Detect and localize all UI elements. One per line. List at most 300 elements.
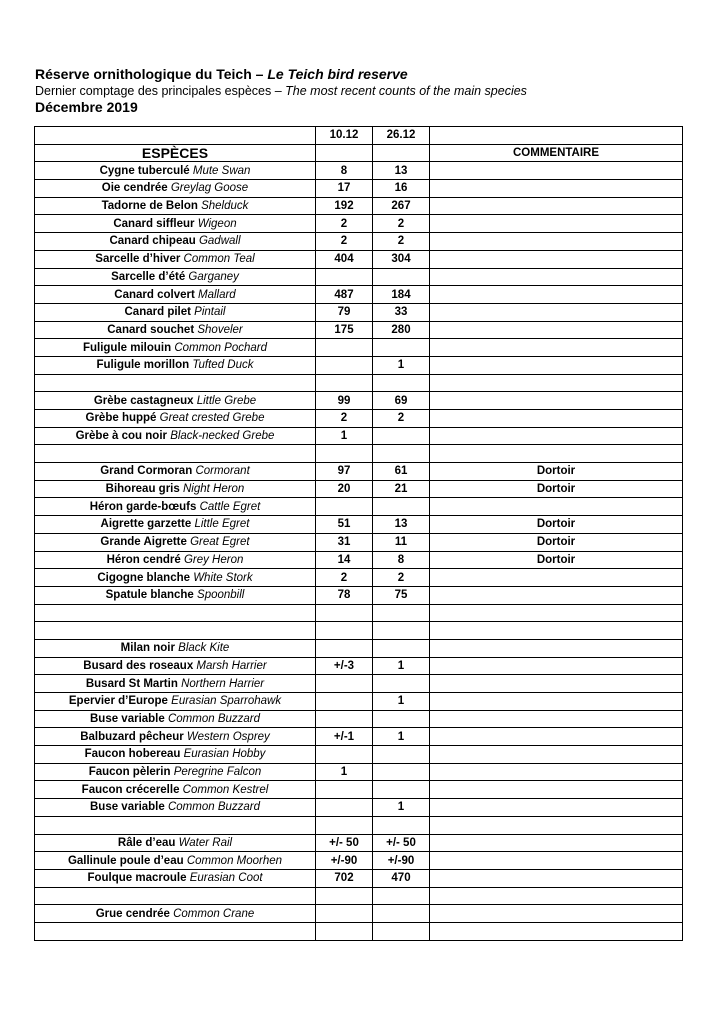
species-english-name: Eurasian Coot bbox=[189, 872, 263, 885]
count-date1-cell bbox=[316, 746, 373, 764]
species-english-name: Great crested Grebe bbox=[159, 412, 265, 425]
species-row bbox=[35, 197, 683, 215]
species-name-cell bbox=[35, 286, 316, 304]
species-french-name: Grèbe à cou noir bbox=[75, 430, 171, 443]
species-english-name: Greylag Goose bbox=[170, 182, 249, 195]
count-date1-cell bbox=[316, 622, 373, 640]
count-date1-cell: 79 bbox=[316, 303, 373, 321]
species-english-name: Shoveler bbox=[197, 323, 243, 336]
species-row bbox=[35, 693, 683, 711]
count-date1-cell bbox=[316, 922, 373, 940]
count-date1-cell: +/-1 bbox=[316, 728, 373, 746]
comment-cell bbox=[430, 586, 683, 604]
species-english-name: Wigeon bbox=[197, 217, 237, 230]
comment-cell bbox=[430, 445, 683, 463]
species-english-name: Gadwall bbox=[198, 235, 241, 248]
species-name-cell bbox=[35, 763, 316, 781]
empty-header-cell bbox=[35, 127, 316, 145]
species-name-cell bbox=[35, 445, 316, 463]
species-french-name: Canard siffleur bbox=[113, 217, 198, 230]
species-row bbox=[35, 268, 683, 286]
count-date1-cell: 2 bbox=[316, 569, 373, 587]
count-date1-cell: 14 bbox=[316, 551, 373, 569]
comment-cell: Dortoir bbox=[430, 516, 683, 534]
count-date1-cell: 2 bbox=[316, 410, 373, 428]
species-french-name: Aigrette garzette bbox=[100, 518, 195, 531]
empty-header-cell bbox=[373, 144, 430, 162]
count-date2-cell: 61 bbox=[373, 463, 430, 481]
species-name-cell bbox=[35, 675, 316, 693]
species-row bbox=[35, 303, 683, 321]
count-date2-cell bbox=[373, 374, 430, 392]
count-date2-cell: 75 bbox=[373, 586, 430, 604]
species-name-cell bbox=[35, 922, 316, 940]
species-row bbox=[35, 374, 683, 392]
comment-cell bbox=[430, 834, 683, 852]
species-name-cell bbox=[35, 728, 316, 746]
species-row bbox=[35, 516, 683, 534]
species-french-name: Bihoreau gris bbox=[105, 483, 183, 496]
species-row bbox=[35, 905, 683, 923]
species-row bbox=[35, 586, 683, 604]
comment-cell bbox=[430, 604, 683, 622]
species-french-name: Râle d’eau bbox=[117, 836, 179, 849]
count-period: Décembre 2019 bbox=[35, 99, 138, 115]
comment-cell bbox=[430, 321, 683, 339]
comment-cell bbox=[430, 303, 683, 321]
comment-cell bbox=[430, 693, 683, 711]
species-english-name: White Stork bbox=[193, 571, 253, 584]
species-french-name: Grand Cormoran bbox=[100, 465, 196, 478]
species-french-name: Sarcelle d’été bbox=[111, 270, 189, 283]
count-date2-cell: 1 bbox=[373, 799, 430, 817]
count-date2-cell: +/-90 bbox=[373, 852, 430, 870]
species-english-name: Common Crane bbox=[173, 907, 255, 920]
count-date2-cell bbox=[373, 887, 430, 905]
count-date1-cell: 404 bbox=[316, 250, 373, 268]
count-date2-cell: 16 bbox=[373, 180, 430, 198]
date2-header: 26.12 bbox=[373, 127, 430, 145]
species-row bbox=[35, 675, 683, 693]
comment-cell bbox=[430, 869, 683, 887]
count-date2-cell: 21 bbox=[373, 480, 430, 498]
species-name-cell bbox=[35, 551, 316, 569]
species-english-name: Mallard bbox=[198, 288, 236, 301]
count-date1-cell bbox=[316, 887, 373, 905]
count-date2-cell bbox=[373, 781, 430, 799]
species-english-name: Mute Swan bbox=[192, 164, 251, 177]
comment-cell bbox=[430, 374, 683, 392]
species-french-name: Canard pilet bbox=[124, 306, 195, 319]
count-date2-cell: 8 bbox=[373, 551, 430, 569]
species-name-cell bbox=[35, 303, 316, 321]
comment-cell bbox=[430, 569, 683, 587]
species-name-cell bbox=[35, 197, 316, 215]
species-name-cell bbox=[35, 463, 316, 481]
species-name-cell bbox=[35, 498, 316, 516]
comment-cell bbox=[430, 657, 683, 675]
empty-header-cell bbox=[316, 144, 373, 162]
comment-cell bbox=[430, 622, 683, 640]
species-name-cell bbox=[35, 781, 316, 799]
species-french-name: Héron garde-bœufs bbox=[89, 500, 200, 513]
count-date2-cell: +/- 50 bbox=[373, 834, 430, 852]
species-french-name: Busard St Martin bbox=[85, 677, 182, 690]
species-english-name: Northern Harrier bbox=[181, 677, 265, 690]
count-date1-cell: +/-90 bbox=[316, 852, 373, 870]
count-date2-cell bbox=[373, 710, 430, 728]
species-english-name: Marsh Harrier bbox=[196, 659, 267, 672]
count-date2-cell bbox=[373, 763, 430, 781]
species-name-cell bbox=[35, 816, 316, 834]
count-date1-cell: 192 bbox=[316, 197, 373, 215]
species-row bbox=[35, 657, 683, 675]
species-french-name: Spatule blanche bbox=[105, 589, 198, 602]
species-french-name: Buse variable bbox=[89, 801, 168, 814]
species-name-cell bbox=[35, 799, 316, 817]
species-name-cell bbox=[35, 374, 316, 392]
species-english-name: Common Buzzard bbox=[167, 713, 261, 726]
comment-cell bbox=[430, 816, 683, 834]
count-date2-cell bbox=[373, 639, 430, 657]
count-date2-cell: 13 bbox=[373, 516, 430, 534]
count-date1-cell: +/- 50 bbox=[316, 834, 373, 852]
species-french-name: Faucon crécerelle bbox=[81, 783, 183, 796]
species-french-name: Milan noir bbox=[120, 642, 179, 655]
species-french-name: Fuligule morillon bbox=[96, 359, 193, 372]
species-english-name: Common Moorhen bbox=[186, 854, 283, 867]
count-date2-cell bbox=[373, 339, 430, 357]
comment-cell bbox=[430, 162, 683, 180]
species-name-cell bbox=[35, 746, 316, 764]
count-date1-cell: 78 bbox=[316, 586, 373, 604]
species-french-name: Cigogne blanche bbox=[97, 571, 194, 584]
species-row bbox=[35, 834, 683, 852]
species-english-name: Night Heron bbox=[182, 483, 245, 496]
count-date2-cell bbox=[373, 622, 430, 640]
species-french-name: Epervier d’Europe bbox=[68, 695, 172, 708]
species-row bbox=[35, 215, 683, 233]
count-date2-cell: 2 bbox=[373, 569, 430, 587]
species-name-cell bbox=[35, 180, 316, 198]
species-french-name: Foulque macroule bbox=[87, 872, 190, 885]
count-date2-cell: 11 bbox=[373, 533, 430, 551]
species-french-name: Grèbe castagneux bbox=[93, 394, 197, 407]
document-header bbox=[35, 66, 695, 116]
count-date2-cell bbox=[373, 746, 430, 764]
species-french-name: Faucon hobereau bbox=[84, 748, 184, 761]
comment-cell bbox=[430, 922, 683, 940]
count-date2-cell bbox=[373, 498, 430, 516]
count-date1-cell: 99 bbox=[316, 392, 373, 410]
document-subtitle bbox=[35, 83, 695, 99]
species-row bbox=[35, 339, 683, 357]
count-date1-cell: 51 bbox=[316, 516, 373, 534]
species-name-cell bbox=[35, 586, 316, 604]
species-name-cell bbox=[35, 392, 316, 410]
count-date2-cell: 2 bbox=[373, 410, 430, 428]
date-header-row bbox=[35, 127, 683, 145]
species-english-name: Eurasian Sparrohawk bbox=[171, 695, 282, 708]
comment-cell bbox=[430, 427, 683, 445]
species-name-cell bbox=[35, 569, 316, 587]
species-english-name: Common Teal bbox=[183, 253, 255, 266]
species-row bbox=[35, 569, 683, 587]
species-name-cell bbox=[35, 268, 316, 286]
species-english-name: Peregrine Falcon bbox=[173, 766, 262, 779]
species-french-name: Fuligule milouin bbox=[82, 341, 175, 354]
species-english-name: Eurasian Hobby bbox=[183, 748, 266, 761]
species-name-cell bbox=[35, 356, 316, 374]
species-english-name: Shelduck bbox=[201, 200, 249, 213]
count-date2-cell bbox=[373, 604, 430, 622]
species-english-name: Grey Heron bbox=[183, 553, 244, 566]
species-row bbox=[35, 445, 683, 463]
comment-cell: Dortoir bbox=[430, 463, 683, 481]
species-english-name: Black-necked Grebe bbox=[170, 430, 275, 443]
species-english-name: Black Kite bbox=[178, 642, 230, 655]
count-date2-cell: 1 bbox=[373, 728, 430, 746]
species-row bbox=[35, 869, 683, 887]
species-name-cell bbox=[35, 162, 316, 180]
species-english-name: Garganey bbox=[188, 270, 239, 283]
species-row bbox=[35, 781, 683, 799]
comment-cell bbox=[430, 852, 683, 870]
species-english-name: Western Osprey bbox=[186, 730, 270, 743]
species-count-table-body bbox=[35, 127, 683, 941]
species-french-name: Grande Aigrette bbox=[100, 536, 191, 549]
species-row bbox=[35, 728, 683, 746]
comment-cell bbox=[430, 268, 683, 286]
count-date2-cell: 470 bbox=[373, 869, 430, 887]
count-date1-cell: 97 bbox=[316, 463, 373, 481]
species-name-cell bbox=[35, 657, 316, 675]
species-name-cell bbox=[35, 533, 316, 551]
comment-cell bbox=[430, 905, 683, 923]
count-date1-cell: 1 bbox=[316, 427, 373, 445]
count-date1-cell bbox=[316, 781, 373, 799]
species-name-cell bbox=[35, 639, 316, 657]
comment-cell bbox=[430, 233, 683, 251]
comment-cell bbox=[430, 781, 683, 799]
species-french-name: Cygne tuberculé bbox=[99, 164, 193, 177]
count-date2-cell bbox=[373, 268, 430, 286]
count-date1-cell bbox=[316, 799, 373, 817]
species-english-name: Common Kestrel bbox=[182, 783, 269, 796]
species-name-cell bbox=[35, 233, 316, 251]
species-french-name: Tadorne de Belon bbox=[101, 200, 202, 213]
comment-cell bbox=[430, 392, 683, 410]
count-date1-cell bbox=[316, 675, 373, 693]
comment-cell: Dortoir bbox=[430, 551, 683, 569]
species-row bbox=[35, 710, 683, 728]
comment-cell: Dortoir bbox=[430, 480, 683, 498]
species-french-name: Faucon pèlerin bbox=[88, 766, 174, 779]
count-date2-cell bbox=[373, 427, 430, 445]
comment-cell bbox=[430, 639, 683, 657]
count-date1-cell bbox=[316, 693, 373, 711]
species-english-name: Cormorant bbox=[195, 465, 250, 478]
comment-cell bbox=[430, 356, 683, 374]
species-french-name: Balbuzard pêcheur bbox=[80, 730, 187, 743]
count-date2-cell: 267 bbox=[373, 197, 430, 215]
species-english-name: Pintail bbox=[194, 306, 226, 319]
count-date2-cell: 280 bbox=[373, 321, 430, 339]
comment-cell bbox=[430, 763, 683, 781]
comment-cell bbox=[430, 498, 683, 516]
comment-cell bbox=[430, 799, 683, 817]
species-row bbox=[35, 321, 683, 339]
count-date2-cell bbox=[373, 675, 430, 693]
count-date1-cell: 31 bbox=[316, 533, 373, 551]
species-row bbox=[35, 427, 683, 445]
species-row bbox=[35, 162, 683, 180]
comment-column-header: COMMENTAIRE bbox=[430, 144, 683, 162]
species-name-cell bbox=[35, 852, 316, 870]
species-name-cell bbox=[35, 250, 316, 268]
species-name-cell bbox=[35, 480, 316, 498]
comment-cell bbox=[430, 746, 683, 764]
count-date1-cell: 1 bbox=[316, 763, 373, 781]
species-french-name: Héron cendré bbox=[106, 553, 184, 566]
count-date1-cell bbox=[316, 905, 373, 923]
comment-cell bbox=[430, 339, 683, 357]
species-name-cell bbox=[35, 427, 316, 445]
species-name-cell bbox=[35, 710, 316, 728]
document-title bbox=[35, 66, 695, 83]
count-date2-cell bbox=[373, 445, 430, 463]
subtitle-english: The most recent counts of the main species bbox=[285, 84, 527, 98]
species-english-name: Common Pochard bbox=[174, 341, 268, 354]
count-date1-cell bbox=[316, 639, 373, 657]
species-row bbox=[35, 480, 683, 498]
count-date2-cell: 69 bbox=[373, 392, 430, 410]
count-date1-cell bbox=[316, 816, 373, 834]
comment-cell bbox=[430, 710, 683, 728]
comment-cell bbox=[430, 887, 683, 905]
species-row bbox=[35, 639, 683, 657]
count-date2-cell: 1 bbox=[373, 657, 430, 675]
comment-cell bbox=[430, 215, 683, 233]
species-row bbox=[35, 816, 683, 834]
species-row bbox=[35, 533, 683, 551]
comment-cell bbox=[430, 197, 683, 215]
comment-cell bbox=[430, 180, 683, 198]
title-english: Le Teich bird reserve bbox=[267, 66, 408, 82]
species-english-name: Spoonbill bbox=[197, 589, 245, 602]
species-french-name: Grèbe huppé bbox=[85, 412, 160, 425]
species-row bbox=[35, 498, 683, 516]
count-date1-cell: 2 bbox=[316, 215, 373, 233]
species-english-name: Little Egret bbox=[194, 518, 250, 531]
subtitle-french: Dernier comptage des principales espèces – bbox=[35, 84, 286, 98]
species-french-name: Grue cendrée bbox=[95, 907, 174, 920]
species-row bbox=[35, 180, 683, 198]
species-name-cell bbox=[35, 604, 316, 622]
species-name-cell bbox=[35, 887, 316, 905]
count-date1-cell bbox=[316, 604, 373, 622]
species-name-cell bbox=[35, 869, 316, 887]
species-english-name: Water Rail bbox=[178, 836, 233, 849]
species-row bbox=[35, 551, 683, 569]
species-row bbox=[35, 463, 683, 481]
comment-cell bbox=[430, 675, 683, 693]
species-row bbox=[35, 852, 683, 870]
species-row bbox=[35, 356, 683, 374]
species-row bbox=[35, 922, 683, 940]
species-english-name: Little Grebe bbox=[196, 394, 257, 407]
species-french-name: Busard des roseaux bbox=[83, 659, 197, 672]
species-name-cell bbox=[35, 834, 316, 852]
species-row bbox=[35, 799, 683, 817]
column-header-row bbox=[35, 144, 683, 162]
species-row bbox=[35, 392, 683, 410]
comment-cell bbox=[430, 250, 683, 268]
count-date1-cell: 702 bbox=[316, 869, 373, 887]
count-date1-cell bbox=[316, 498, 373, 516]
count-date2-cell: 1 bbox=[373, 693, 430, 711]
species-english-name: Tufted Duck bbox=[192, 359, 254, 372]
species-french-name: Oie cendrée bbox=[101, 182, 171, 195]
species-row bbox=[35, 622, 683, 640]
species-name-cell bbox=[35, 339, 316, 357]
species-row bbox=[35, 286, 683, 304]
species-name-cell bbox=[35, 622, 316, 640]
species-row bbox=[35, 763, 683, 781]
count-date1-cell: +/-3 bbox=[316, 657, 373, 675]
count-date2-cell: 304 bbox=[373, 250, 430, 268]
empty-header-cell bbox=[430, 127, 683, 145]
species-french-name: Gallinule poule d’eau bbox=[67, 854, 187, 867]
species-french-name: Canard chipeau bbox=[109, 235, 199, 248]
count-date1-cell: 17 bbox=[316, 180, 373, 198]
species-row bbox=[35, 410, 683, 428]
count-date1-cell: 2 bbox=[316, 233, 373, 251]
species-name-cell bbox=[35, 215, 316, 233]
species-french-name: Canard colvert bbox=[114, 288, 198, 301]
count-date1-cell: 20 bbox=[316, 480, 373, 498]
species-name-cell bbox=[35, 905, 316, 923]
count-date1-cell: 487 bbox=[316, 286, 373, 304]
species-name-cell bbox=[35, 516, 316, 534]
comment-cell bbox=[430, 410, 683, 428]
count-date2-cell bbox=[373, 922, 430, 940]
count-date1-cell: 8 bbox=[316, 162, 373, 180]
comment-cell bbox=[430, 286, 683, 304]
species-french-name: Buse variable bbox=[89, 713, 168, 726]
count-date1-cell bbox=[316, 339, 373, 357]
count-date2-cell: 2 bbox=[373, 215, 430, 233]
species-row bbox=[35, 233, 683, 251]
count-date2-cell bbox=[373, 816, 430, 834]
title-french: Réserve ornithologique du Teich – bbox=[35, 66, 268, 82]
species-english-name: Common Buzzard bbox=[167, 801, 261, 814]
comment-cell: Dortoir bbox=[430, 533, 683, 551]
count-date1-cell bbox=[316, 356, 373, 374]
count-date2-cell: 13 bbox=[373, 162, 430, 180]
date1-header: 10.12 bbox=[316, 127, 373, 145]
comment-cell bbox=[430, 728, 683, 746]
count-date2-cell: 2 bbox=[373, 233, 430, 251]
count-date2-cell bbox=[373, 905, 430, 923]
species-name-cell bbox=[35, 693, 316, 711]
species-name-cell bbox=[35, 410, 316, 428]
species-row bbox=[35, 250, 683, 268]
species-name-cell bbox=[35, 321, 316, 339]
count-date1-cell: 175 bbox=[316, 321, 373, 339]
species-english-name: Cattle Egret bbox=[199, 500, 261, 513]
count-date1-cell bbox=[316, 710, 373, 728]
